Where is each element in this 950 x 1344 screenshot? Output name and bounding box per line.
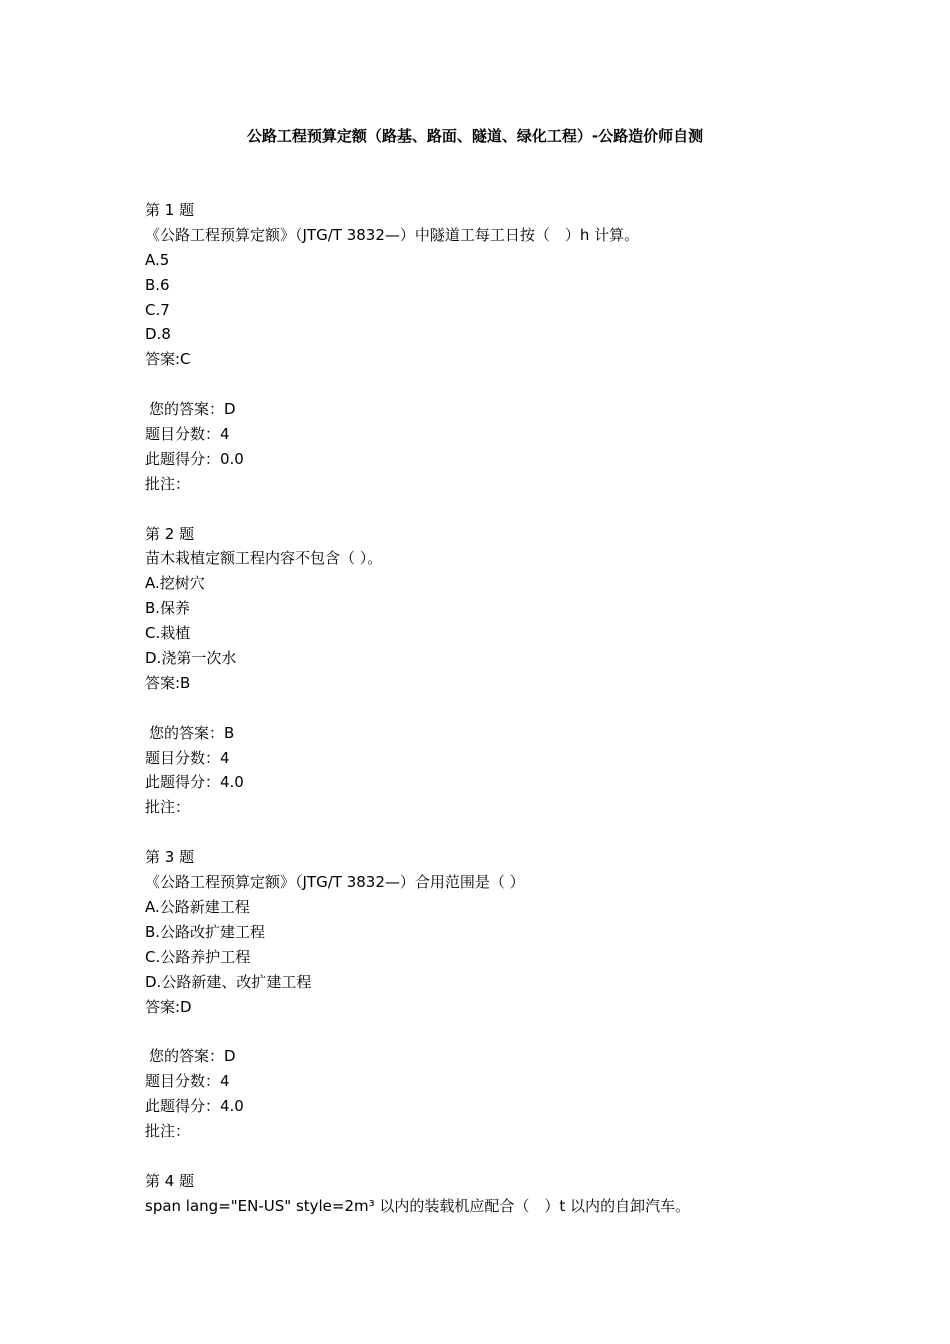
question-stem: span lang="EN-US" style=2m³ 以内的装载机应配合（ ）t 以内的自卸汽车。 [145,1196,691,1215]
option-b: B.6 [145,275,170,294]
your-answer: 您的答案：B [149,723,235,742]
correct-answer: 答案:D [145,997,192,1016]
question-score: 题目分数：4 [145,1072,230,1091]
option-c: C.公路养护工程 [145,947,251,966]
question-block-2 [145,522,825,846]
question-block-3 [145,845,825,1169]
spacer [145,820,825,845]
spacer [145,497,825,522]
option-d: D.浇第一次水 [145,649,237,668]
option-c: C.7 [145,300,170,319]
option-d: D.8 [145,325,171,344]
option-b: B.公路改扩建工程 [145,922,266,941]
your-answer: 您的答案：D [149,400,236,419]
correct-answer: 答案:B [145,673,191,692]
option-a: A.公路新建工程 [145,897,250,916]
spacer [145,1019,825,1044]
spacer [145,372,825,397]
question-stem: 《公路工程预算定额》（JTG/T 3832—）中隧道工每工日按（ ）h 计算。 [145,225,640,244]
option-a: A.5 [145,250,170,269]
question-number: 第 1 题 [145,201,195,219]
comment-label: 批注： [145,474,191,493]
document-title: 公路工程预算定额（路基、路面、隧道、绿化工程）-公路造价师自测 [246,127,704,145]
spacer [145,696,825,721]
comment-label: 批注： [145,1121,191,1140]
question-stem: 《公路工程预算定额》（JTG/T 3832—）合用范围是（ ） [145,873,525,892]
comment-label: 批注： [145,798,191,817]
earned-score: 此题得分：4.0 [145,1097,244,1116]
question-block-1 [145,198,825,522]
option-d: D.公路新建、改扩建工程 [145,972,312,991]
option-b: B.保养 [145,599,191,618]
correct-answer: 答案:C [145,350,191,369]
question-block-4 [145,1169,825,1219]
option-a: A.挖树穴 [145,574,205,593]
earned-score: 此题得分：4.0 [145,773,244,792]
your-answer: 您的答案：D [149,1047,236,1066]
question-list [145,198,825,1219]
spacer [145,1144,825,1169]
question-number: 第 4 题 [145,1171,195,1190]
earned-score: 此题得分：0.0 [145,449,244,468]
question-score: 题目分数：4 [145,748,230,767]
question-stem: 苗木栽植定额工程内容不包含（ ）。 [145,549,383,568]
option-c: C.栽植 [145,624,191,643]
question-number: 第 2 题 [145,524,195,543]
question-number: 第 3 题 [145,848,195,867]
question-score: 题目分数：4 [145,425,230,444]
